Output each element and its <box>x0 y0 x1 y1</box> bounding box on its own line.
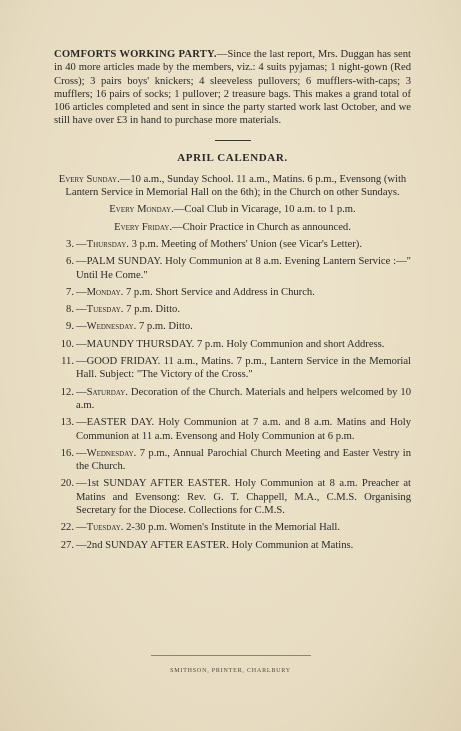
entry-date: 8. <box>66 304 74 316</box>
entry-date: 13. <box>60 417 74 429</box>
entry-text <box>76 447 411 474</box>
entry-date: 7. <box>66 286 74 298</box>
comforts-heading: COMFORTS WORKING PARTY. <box>54 49 217 60</box>
entry-day: —Thursday. <box>76 238 129 250</box>
entry-day: —Monday. <box>76 286 124 298</box>
calendar-entries <box>54 238 411 552</box>
entry-day: —Tuesday. <box>76 522 124 534</box>
general-day: Every Sunday <box>58 173 118 185</box>
general-text: .—10 a.m., Sunday School. 11 a.m., Matins. 6 p.m., Evensong (with Lantern Service in Memorial Hall on the 6th); in the Church on other Sundays. <box>65 173 407 199</box>
calendar-entry <box>54 238 411 251</box>
general-day: Every Monday <box>109 204 172 216</box>
entry-day: —EASTER DAY. <box>76 417 155 429</box>
entry-date: 16. <box>60 447 74 459</box>
entry-detail: 7 p.m., Annual Parochial Church Meeting and Easter Vestry in the Church. <box>76 447 411 473</box>
calendar-entry <box>54 320 411 333</box>
calendar-entry <box>54 539 411 552</box>
entry-date: 10. <box>60 338 74 350</box>
entry-text <box>76 355 411 382</box>
entry-detail: 7 p.m. Holy Communion and short Address. <box>194 338 385 350</box>
printer-imprint: SMITHSON, PRINTER, CHARLBURY <box>170 668 291 674</box>
entry-day: —Saturday. <box>76 386 128 398</box>
entry-detail: Holy Communion at 8 a.m. Preacher at Matins and Evensong: Rev. G. T. Chappell, M.A., C.M.S. Organising Secretary for the Diocese. Collections for C.M.S. <box>76 478 411 517</box>
comforts-body: —Since the last report, Mrs. Duggan has sent in 40 more articles made by the members, viz.: 4 suits pyjamas; 1 night-gown (Red Cross); 3 pairs boys' knickers; 4 sleeveless pullovers; 6 mufflers-with-caps; 3 mufflers; 16 pairs of socks; 1 pullover; 2 treasure bags. This makes a grand total of 106 articles completed and sent in since the party started work last October, and we still have over £3 in hand to purchase more materials. <box>54 49 411 127</box>
entry-text <box>76 238 411 251</box>
entry-text <box>76 539 411 552</box>
entry-date: 27. <box>60 539 74 551</box>
entry-date: 9. <box>66 321 74 333</box>
entry-text <box>76 416 411 443</box>
entry-date: 12. <box>60 386 74 398</box>
entry-date: 11. <box>61 356 74 368</box>
entry-text <box>76 521 411 534</box>
calendar-entry <box>54 447 411 474</box>
entry-date: 3. <box>66 238 74 250</box>
general-day: Every Friday <box>114 221 170 233</box>
entry-text <box>76 255 411 282</box>
calendar-entry <box>54 286 411 299</box>
entry-detail: 11 a.m., Matins. 7 p.m., Lantern Service in the Memorial Hall. Subject: "The Victory of the Cross." <box>76 356 412 381</box>
entry-day: —Wednesday. <box>76 447 137 459</box>
calendar-general-monday <box>54 203 411 216</box>
entry-day: —GOOD FRIDAY. <box>76 356 161 368</box>
entry-text <box>76 320 411 333</box>
entry-date: 22. <box>60 522 74 534</box>
entry-day: —MAUNDY THURSDAY. <box>76 338 195 350</box>
section-divider <box>215 140 251 141</box>
entry-date: 6. <box>66 256 74 268</box>
entry-text <box>76 477 411 517</box>
calendar-general-friday <box>54 221 411 234</box>
entry-detail: 3 p.m. Meeting of Mothers' Union (see Vicar's Letter). <box>128 238 362 250</box>
calendar-entry <box>54 521 411 534</box>
printer-footer <box>0 655 461 677</box>
calendar-general-sunday <box>54 173 411 200</box>
entry-detail: Decoration of the Church. Materials and helpers welcomed by 10 a.m. <box>76 386 411 411</box>
entry-day: —Wednesday. <box>76 321 137 333</box>
entry-date: 20. <box>60 478 74 490</box>
entry-text <box>76 338 411 351</box>
entry-detail: 7 p.m. Ditto. <box>136 321 193 333</box>
calendar-entry <box>54 255 411 282</box>
entry-day: —2nd SUNDAY AFTER EASTER. <box>76 539 229 551</box>
general-text: .—Coal Club in Vicarage, 10 a.m. to 1 p.m. <box>171 204 356 216</box>
entry-detail: Holy Communion at 8 a.m. Evening Lantern Service :—" Until He Come." <box>76 256 411 281</box>
calendar-entry <box>54 416 411 443</box>
entry-day: —Tuesday. <box>76 304 124 316</box>
calendar-entry <box>54 338 411 351</box>
entry-text <box>76 386 411 413</box>
entry-day: —PALM SUNDAY. <box>76 256 163 268</box>
footer-rule <box>151 655 311 656</box>
calendar-entry <box>54 477 411 517</box>
entry-detail: Holy Communion at Matins. <box>228 539 354 551</box>
entry-day: —1st SUNDAY AFTER EASTER. <box>76 478 231 490</box>
entry-detail: 7 p.m. Short Service and Address in Church. <box>123 286 315 298</box>
calendar-entry <box>54 355 411 382</box>
entry-text <box>76 303 411 316</box>
entry-detail: Holy Communion at 7 a.m. and 8 a.m. Matins and Holy Communion at 11 a.m. Evensong and Holy Communion at 6 p.m. <box>76 417 412 442</box>
entry-text <box>76 286 411 299</box>
calendar-entry <box>54 303 411 316</box>
calendar-entry <box>54 386 411 413</box>
general-text: .—Choir Practice in Church as announced. <box>169 221 351 233</box>
entry-detail: 7 p.m. Ditto. <box>123 304 180 316</box>
comforts-paragraph <box>54 48 411 128</box>
entry-detail: 2-30 p.m. Women's Institute in the Memorial Hall. <box>123 522 340 534</box>
calendar-title: APRIL CALENDAR. <box>177 151 288 164</box>
